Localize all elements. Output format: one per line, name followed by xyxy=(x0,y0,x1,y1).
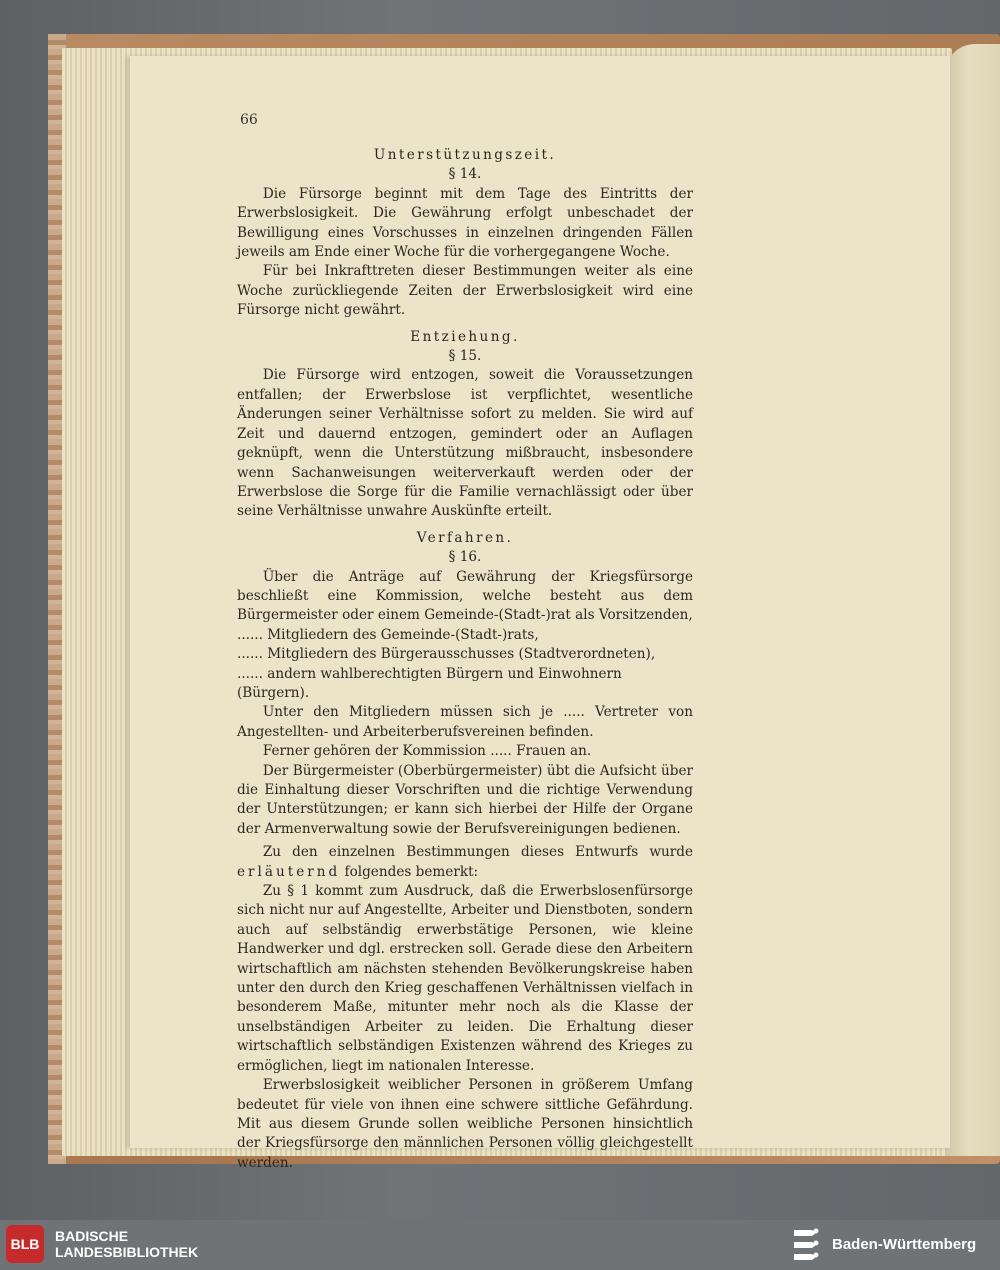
page-text xyxy=(237,110,693,1173)
paragraph: Der Bürgermeister (Oberbürgermeister) übt die Aufsicht über die Einhaltung dieser Vorschriften und die richtige Verwendung der Unterstützungen; er kann sich hierbei der Hilfe der Organe der Armenverwaltung sowie der Berufsvereinigungen bedienen. xyxy=(237,762,693,837)
intro-spaced-word: erläuternd xyxy=(237,863,341,880)
list-item: ...... Mitgliedern des Bürgerausschusses (Stadtverordneten), xyxy=(237,646,656,663)
facing-page-edge xyxy=(945,44,1000,1156)
library-name-line: LANDESBIBLIOTHEK xyxy=(55,1244,199,1260)
paragraph: Unter den Mitgliedern müssen sich je ..... Vertreter von Angestellten- und Arbeiterberufsvereinen befinden. xyxy=(237,704,693,740)
paragraph-sign: § 15. xyxy=(448,348,482,365)
paragraph: Ferner gehören der Kommission ..... Frauen an. xyxy=(262,743,592,760)
blb-logo[interactable]: BLB xyxy=(6,1225,44,1263)
lions-coat-of-arms-icon[interactable] xyxy=(790,1226,822,1264)
paragraph: Die Fürsorge wird entzogen, soweit die Voraussetzungen entfallen; der Erwerbslose ist verpflichtet, wesentliche Änderungen seiner Verhältnisse sofort zu melden. Sie wird auf Zeit und dauernd entzogen, gemindert oder an Auflagen geknüpft, wenn die Unterstützung mißbraucht, insbesondere wenn Sachanweisungen weiterverkauft werden oder der Erwerbslose die Sorge für die Familie vernachlässigt oder über seine Verhältnisse unwahre Auskünfte erteilt. xyxy=(237,367,693,520)
page-number: 66 xyxy=(240,112,258,128)
library-name-line: BADISCHE xyxy=(55,1228,129,1244)
paragraph: Für bei Inkrafttreten dieser Bestimmungen weiter als eine Woche zurückliegende Zeiten der Erwerbslosigkeit wird eine Fürsorge nicht gewährt. xyxy=(237,263,693,319)
paragraph: Die Fürsorge beginnt mit dem Tage des Eintritts der Erwerbslosigkeit. Die Gewährung erfolgt unbeschadet der Bewilligung eines Vorschusses in einzelnen dringenden Fällen jeweils am Ende einer Woche für die vorhergegangene Woche. xyxy=(237,185,693,261)
intro-text: folgendes bemerkt: xyxy=(344,863,479,880)
list-item: ...... andern wahlberechtigten Bürgern und Einwohnern (Bürgern). xyxy=(237,665,622,701)
paragraph-sign: § 14. xyxy=(448,166,482,183)
paragraph: Über die Anträge auf Gewährung der Kriegsfürsorge beschließt eine Kommission, welche besteht aus dem Bürgermeister oder einem Gemeinde-(Stadt-)rat als Vorsitzenden, xyxy=(237,568,693,624)
paragraph: Erwerbslosigkeit weiblicher Personen in größerem Umfang bedeutet für viele von ihnen eine schwere sittliche Gefährdung. Mit aus diesem Grunde sollen weibliche Personen hinsichtlich der Kriegsfürsorge den männlichen Personen völlig gleichgestellt werden. xyxy=(237,1077,693,1171)
state-name[interactable]: Baden-Württemberg xyxy=(832,1236,977,1253)
paragraph-sign: § 16. xyxy=(448,549,482,566)
paragraph: Zu § 1 kommt zum Ausdruck, daß die Erwerbslosenfürsorge sich nicht nur auf Angestellte, Arbeiter und Dienstboten, sondern auch auf selbständig erwerbstätige Personen, wie kleine Handwerker und dgl. erstrecken soll. Gerade diese den Arbeitern wirtschaftlich am nächsten stehenden Bevölkerungskreise haben unter den durch den Krieg geschaffenen Verhältnissen vielfach in besonderem Maße, mitunter mehr noch als die Klasse der unselbständigen Arbeiter zu leiden. Die Erhaltung dieser wirtschaftlich selbständigen Existenzen während des Krieges zu ermöglichen, liegt im nationalen Interesse. xyxy=(237,883,693,1074)
commentary-intro xyxy=(237,843,693,882)
section-heading: Unterstützungszeit. xyxy=(373,147,557,163)
library-name[interactable] xyxy=(55,1228,198,1260)
list-item: ...... Mitgliedern des Gemeinde-(Stadt-)rats, xyxy=(237,626,539,643)
section-heading: Verfahren. xyxy=(416,529,514,546)
section-heading: Entziehung. xyxy=(410,328,520,345)
intro-text: Zu den einzelnen Bestimmungen dieses Entwurfs wurde xyxy=(262,844,693,861)
